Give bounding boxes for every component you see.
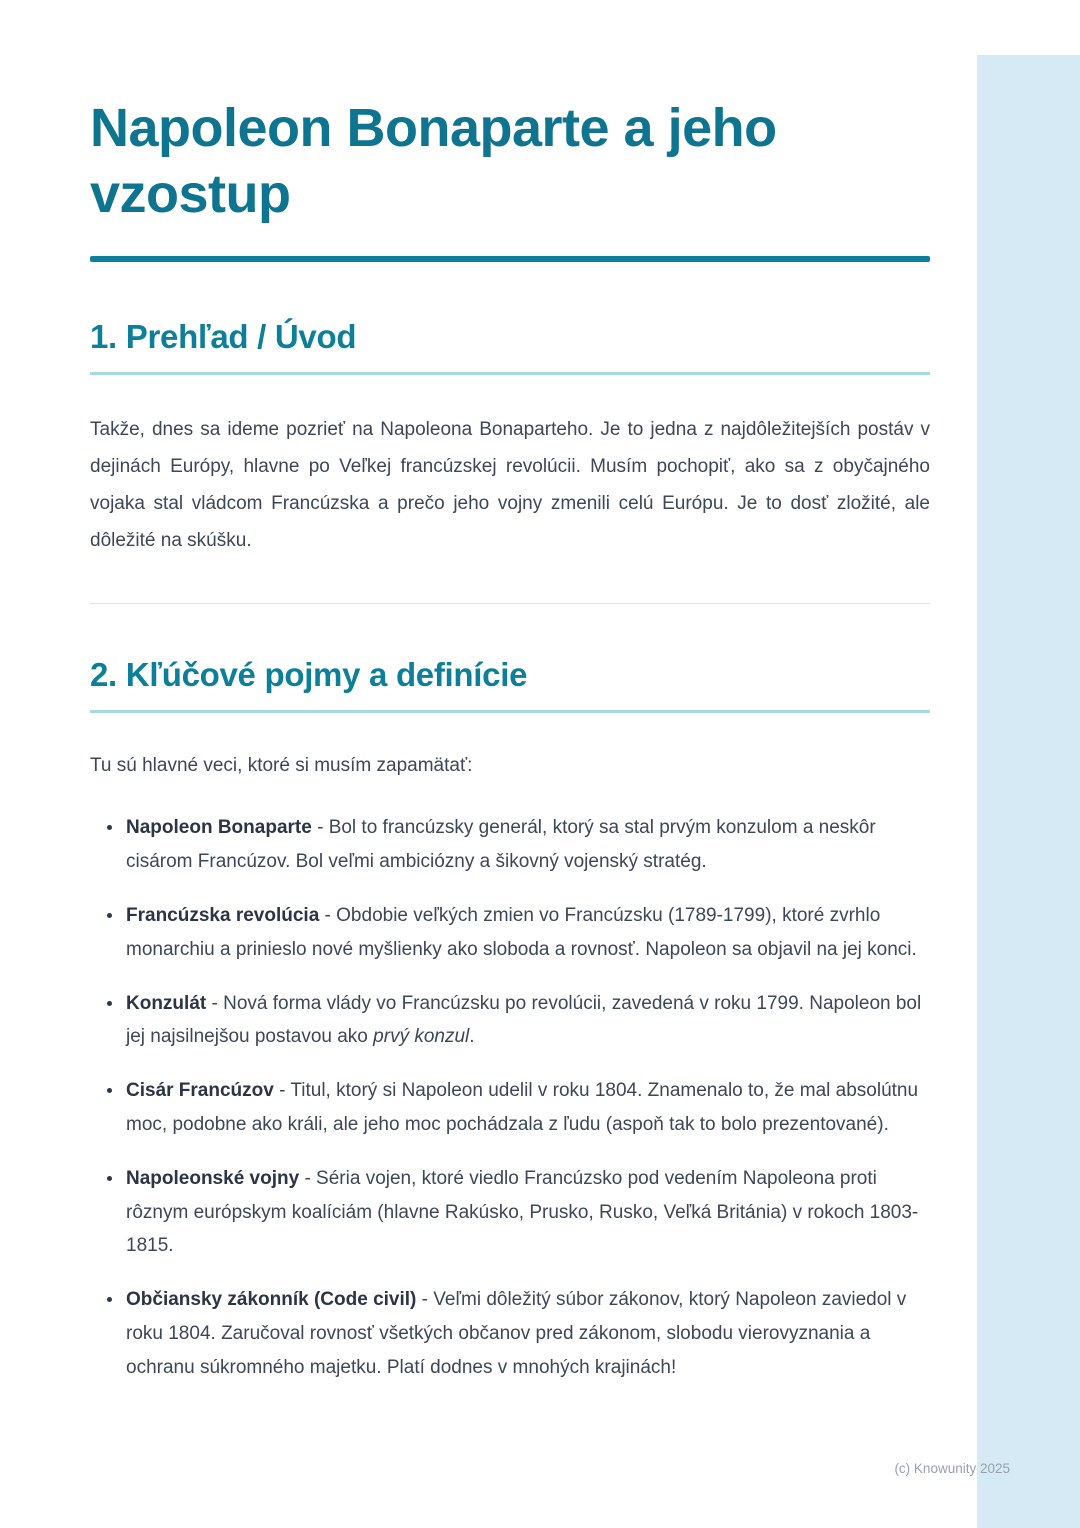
term-label: Napoleon Bonaparte — [126, 817, 312, 839]
section-divider — [90, 603, 930, 604]
section-heading-overview: 1. Prehľad / Úvod — [90, 317, 357, 355]
list-item — [124, 987, 930, 1055]
term-description: - Séria vojen, ktoré viedlo Francúzsko pod vedením Napoleona proti rôznym európskym koalíciám (hlavne Rakúsko, Prusko, Rusko, Veľká Británia) v rokoch 1803-1815. — [126, 1167, 919, 1257]
key-terms-list — [90, 811, 930, 1384]
overview-paragraph: Takže, dnes sa ideme pozrieť na Napoleona Bonaparteho. Je to jedna z najdôležitejších postáv v dejinách Európy, hlavne po Veľkej francúzskej revolúcii. Musím pochopiť, ako sa z obyčajného vojaka stal vládcom Francúzska a prečo jeho vojny zmenili celú Európu. Je to dosť zložité, ale dôležité na skúšku. — [90, 418, 930, 551]
term-description-italic: prvý konzul — [373, 1026, 470, 1048]
page-title: Napoleon Bonaparte a jeho vzostup — [90, 98, 777, 224]
term-label: Cisár Francúzov — [126, 1080, 274, 1102]
list-item — [124, 811, 930, 879]
section-heading-key-terms: 2. Kľúčové pojmy a definície — [90, 655, 528, 693]
title-divider-rule — [90, 256, 930, 262]
term-description: - Obdobie veľkých zmien vo Francúzsku (1789-1799), ktoré zvrhlo monarchiu a prinieslo nové myšlienky ako sloboda a rovnosť. Napoleon sa objavil na jej konci. — [126, 904, 917, 960]
section-underline-key-terms — [90, 710, 930, 713]
term-label: Občiansky zákonník (Code civil) — [126, 1289, 417, 1311]
section-overview — [90, 318, 930, 559]
list-item — [124, 1074, 930, 1142]
page-content — [90, 0, 930, 1405]
list-item — [124, 1162, 930, 1263]
term-description: - Bol to francúzsky generál, ktorý sa stal prvým konzulom a neskôr cisárom Francúzov. Bol veľmi ambiciózny a šikovný vojenský stratég. — [126, 817, 876, 873]
term-label: Francúzska revolúcia — [126, 904, 320, 926]
list-item — [124, 1283, 930, 1384]
key-terms-intro: Tu sú hlavné veci, ktoré si musím zapamätať: — [90, 754, 473, 776]
section-key-terms — [90, 656, 930, 1385]
term-description-after: . — [469, 1026, 475, 1048]
term-label: Konzulát — [126, 992, 207, 1014]
footer-credit: (c) Knowunity 2025 — [894, 1461, 1010, 1476]
term-description: - Titul, ktorý si Napoleon udelil v roku 1804. Znamenalo to, že mal absolútnu moc, podobne ako králi, ale jeho moc pochádzala z ľudu (aspoň tak to bolo prezentované). — [126, 1080, 919, 1136]
section-underline-overview — [90, 372, 930, 375]
term-label: Napoleonské vojny — [126, 1167, 300, 1189]
term-description: - Veľmi dôležitý súbor zákonov, ktorý Napoleon zaviedol v roku 1804. Zaručoval rovnosť všetkých občanov pred zákonom, slobodu vierovyznania a ochranu súkromného majetku. Platí dodnes v mnohých krajinách! — [126, 1289, 907, 1378]
right-accent-stripe — [977, 55, 1080, 1528]
list-item — [124, 899, 930, 967]
term-description: - Nová forma vlády vo Francúzsku po revolúcii, zavedená v roku 1799. Napoleon bol jej najsilnejšou postavou ako — [126, 992, 922, 1048]
